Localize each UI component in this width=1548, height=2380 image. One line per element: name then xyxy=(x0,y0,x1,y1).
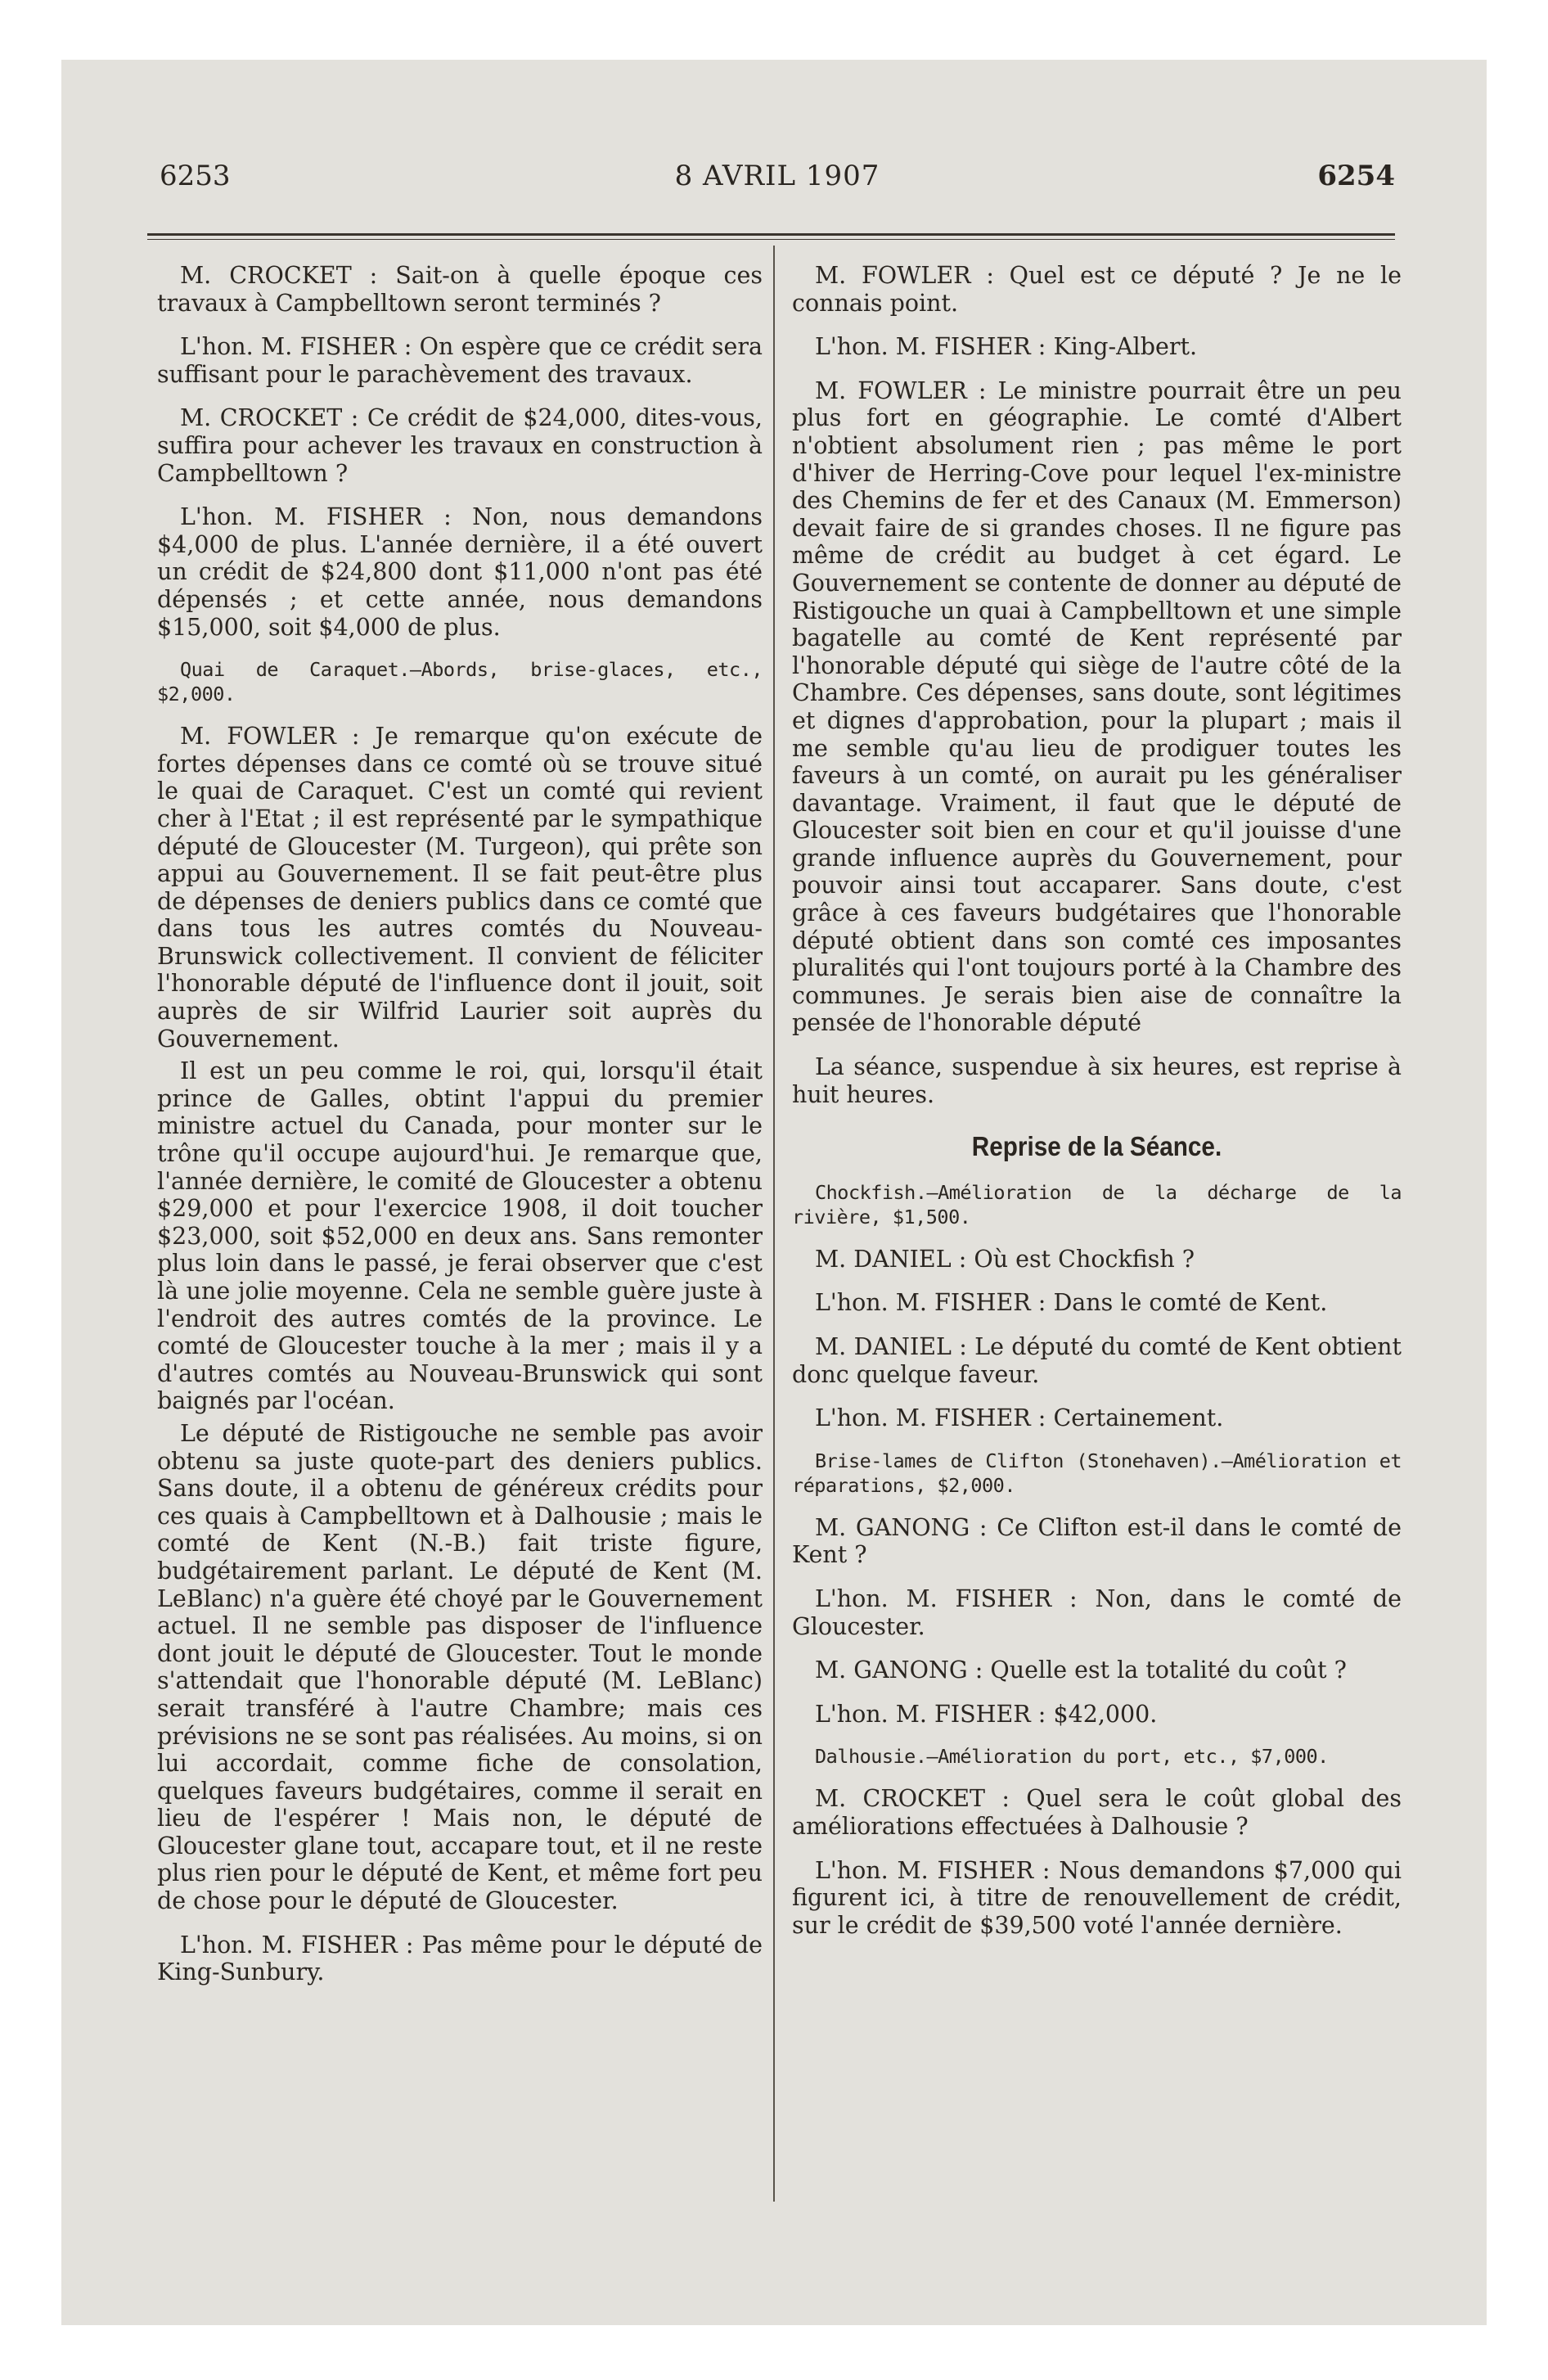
paragraph: L'hon. M. FISHER : King-Albert. xyxy=(815,333,1198,361)
paragraph: M. CROCKET : Sait-on à quelle époque ces travaux à Campbelltown seront terminés ? xyxy=(157,262,763,317)
paragraph: L'hon. M. FISHER : Certainement. xyxy=(815,1404,1224,1432)
page-number-left: 6253 xyxy=(160,160,231,192)
page-date: 8 AVRIL 1907 xyxy=(674,160,880,192)
budget-item: Chockfish.—Amélioration de la décharge de la rivière, $1,500. xyxy=(792,1180,1402,1228)
paragraph: M. CROCKET : Quel sera le coût global des améliorations effectuées à Dalhousie ? xyxy=(792,1785,1402,1840)
budget-item: Quai de Caraquet.—Abords, brise-glaces, etc., $2,000. xyxy=(157,658,763,706)
budget-item: Dalhousie.—Amélioration du port, etc., $7,000. xyxy=(815,1745,1329,1769)
paragraph: M. FOWLER : Quel est ce député ? Je ne le connais point. xyxy=(792,262,1402,317)
left-column xyxy=(157,262,763,2003)
paragraph: L'hon. M. FISHER : $42,000. xyxy=(815,1700,1158,1728)
paragraph: M. GANONG : Quelle est la totalité du coût ? xyxy=(815,1657,1347,1684)
paragraph: M. DANIEL : Où est Chockfish ? xyxy=(815,1245,1195,1273)
paragraph: La séance, suspendue à six heures, est reprise à huit heures. xyxy=(792,1053,1402,1108)
page-header xyxy=(160,160,1395,201)
section-heading: Reprise de la Séance. xyxy=(971,1131,1222,1162)
paragraph: M. DANIEL : Le député du comté de Kent obtient donc quelque faveur. xyxy=(792,1333,1402,1388)
paragraph: M. GANONG : Ce Clifton est-il dans le comté de Kent ? xyxy=(792,1513,1402,1569)
page-number-right: 6254 xyxy=(1317,160,1395,192)
paragraph: L'hon. M. FISHER : Pas même pour le député de King-Sunbury. xyxy=(157,1931,763,1986)
header-rule xyxy=(147,233,1395,240)
paragraph: L'hon. M. FISHER : On espère que ce crédit sera suffisant pour le parachèvement des travaux. xyxy=(157,333,763,388)
paragraph: M. FOWLER : Je remarque qu'on exécute de fortes dépenses dans ce comté où se trouve situé le quai de Caraquet. C'est un comté qui revient cher à l'Etat ; il est représenté par le sympathique député de Gloucester (M. Turgeon), qui prête son appui au Gouvernement. Il se fait peut-être plus de dépenses de deniers publics dans ce comté que dans tous les autres comtés du Nouveau-Brunswick collectivement. Il convient de féliciter l'honorable député de l'influence dont il jouit, soit auprès de sir Wilfrid Laurier soit auprès du Gouvernement. xyxy=(157,723,763,1053)
paragraph: L'hon. M. FISHER : Nous demandons $7,000 qui figurent ici, à titre de renouvellement de crédit, sur le crédit de $39,500 voté l'année dernière. xyxy=(792,1856,1402,1939)
paragraph: M. CROCKET : Ce crédit de $24,000, dites-vous, suffira pour achever les travaux en construction à Campbelltown ? xyxy=(157,404,763,487)
budget-item: Brise-lames de Clifton (Stonehaven).—Amélioration et réparations, $2,000. xyxy=(792,1449,1402,1497)
paragraph: M. FOWLER : Le ministre pourrait être un peu plus fort en géographie. Le comté d'Albert n'obtient absolument rien ; pas même le port d'hiver de Herring-Cove pour lequel l'ex-ministre des Chemins de fer et des Canaux (M. Emmerson) devait faire de si grandes choses. Il ne figure pas même de crédit au budget à cet égard. Le Gouvernement se contente de donner au député de Ristigouche un quai à Campbelltown et une simple bagatelle au comté de Kent représenté par l'honorable député qui siège de l'autre côté de la Chambre. Ces dépenses, sans doute, sont légitimes et dignes d'approbation, pour la plupart ; mais il me semble qu'au lieu de prodiguer toutes les faveurs à un comté, on aurait pu les généraliser davantage. Vraiment, il faut que le député de Gloucester soit bien en cour et qu'il jouisse d'une grande influence auprès du Gouvernement, pour pouvoir ainsi tout accaparer. Sans doute, c'est grâce à ces faveurs budgétaires que l'honorable député obtient dans son comté ces imposantes pluralités qui l'ont toujours porté à la Chambre des communes. Je serais bien aise de connaître la pensée de l'honorable député xyxy=(792,376,1402,1037)
column-divider xyxy=(773,246,775,2202)
paragraph: Le député de Ristigouche ne semble pas avoir obtenu sa juste quote-part des deniers publics. Sans doute, il a obtenu de généreux crédits pour ces quais à Campbelltown et à Dalhousie ; mais le comté de Kent (N.-B.) fait triste figure, budgétairement parlant. Le député de Kent (M. LeBlanc) n'a guère été choyé par le Gouvernement actuel. Il ne semble pas disposer de l'influence dont jouit le député de Gloucester. Tout le monde s'attendait que l'honorable député (M. LeBlanc) serait transféré à l'autre Chambre; mais ces prévisions ne se sont pas réalisées. Au moins, si on lui accordait, comme fiche de consolation, quelques faveurs budgétaires, comme il serait en lieu de l'espérer ! Mais non, le député de Gloucester glane tout, accapare tout, et il ne reste plus rien pour le député de Kent, et même fort peu de chose pour le député de Gloucester. xyxy=(157,1419,763,1915)
paragraph: Il est un peu comme le roi, qui, lorsqu'il était prince de Galles, obtint l'appui du premier ministre actuel du Canada, pour monter sur le trône qu'il occupe aujourd'hui. Je remarque que, l'année dernière, le comité de Gloucester a obtenu $29,000 et pour l'exercice 1908, il doit toucher $23,000, soit $52,000 en deux ans. Sans remonter plus loin dans le passé, je ferai observer que c'est là une jolie moyenne. Cela ne semble guère juste à l'endroit des autres comtés de la province. Le comté de Gloucester touche à la mer ; mais il y a d'autres comtés au Nouveau-Brunswick qui sont baignés par l'océan. xyxy=(157,1057,763,1415)
paragraph: L'hon. M. FISHER : Non, dans le comté de Gloucester. xyxy=(792,1584,1402,1640)
paragraph: L'hon. M. FISHER : Dans le comté de Kent. xyxy=(815,1289,1328,1317)
right-column xyxy=(792,262,1402,1955)
paragraph: L'hon. M. FISHER : Non, nous demandons $4,000 de plus. L'année dernière, il a été ouvert un crédit de $24,800 dont $11,000 n'ont pas été dépensés ; et cette année, nous demandons $15,000, soit $4,000 de plus. xyxy=(157,503,763,641)
